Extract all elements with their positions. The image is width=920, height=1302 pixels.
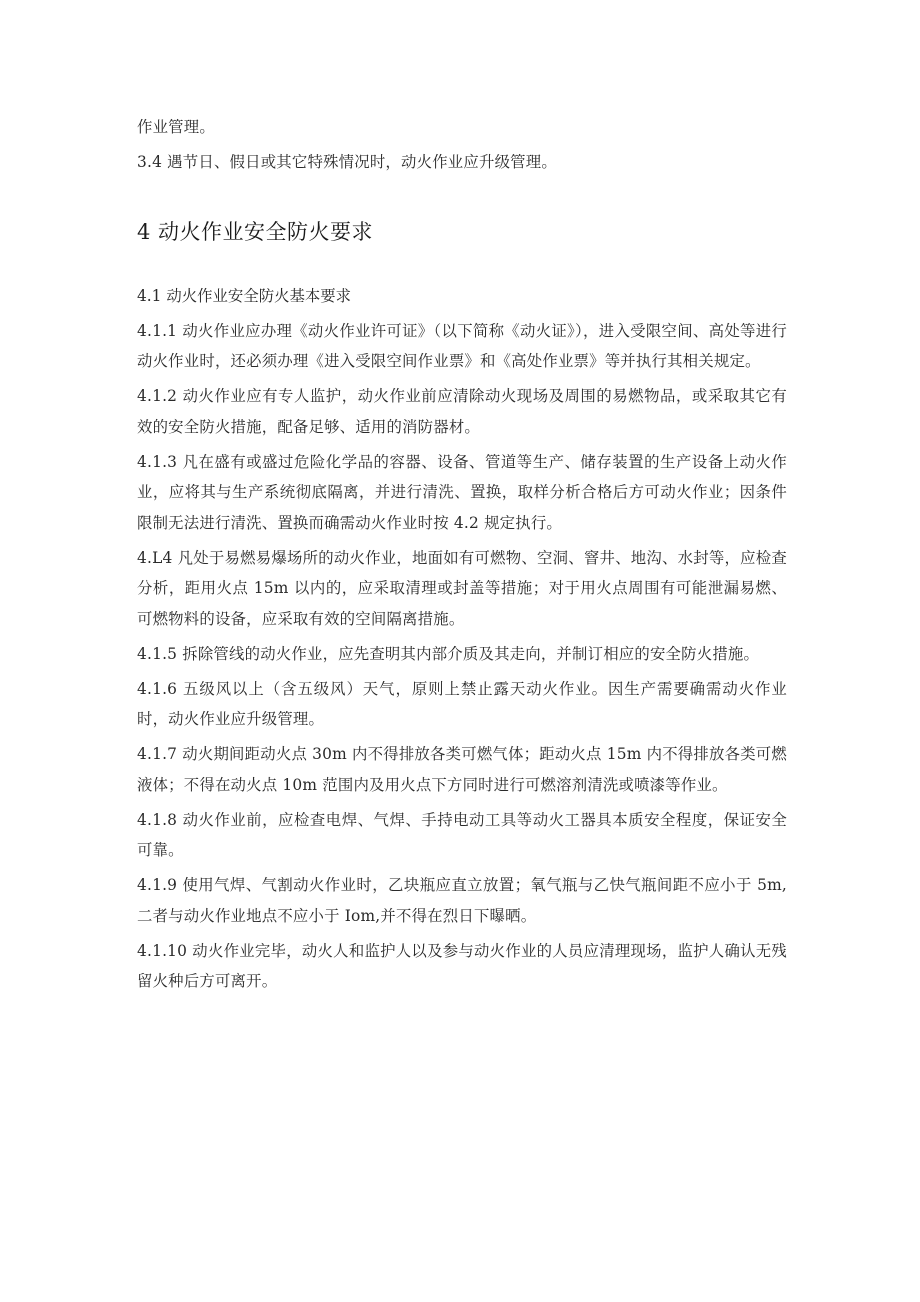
paragraph-4-1-6: 4.1.6 五级风以上（含五级风）天气，原则上禁止露天动火作业。因生产需要确需动火作业时，动火作业应升级管理。 (137, 679, 787, 728)
paragraph-4-1-8: 4.1.8 动火作业前，应检查电焊、气焊、手持电动工具等动火工器具本质安全程度，保证安全可靠。 (137, 810, 787, 859)
document-page (137, 112, 787, 1001)
paragraph-4-1-3: 4.1.3 凡在盛有或盛过危险化学品的容器、设备、管道等生产、储存装置的生产设备上动火作业，应将其与生产系统彻底隔离，并进行清洗、置换，取样分析合格后方可动火作业；因条件限制无法进行清洗、置换而确需动火作业时按 4.2 规定执行。 (137, 452, 787, 532)
paragraph-4-1-4: 4.L4 凡处于易燃易爆场所的动火作业，地面如有可燃物、空洞、窨井、地沟、水封等，应检查分析，距用火点 15m 以内的，应采取清理或封盖等措施；对于用火点周围有可能泄漏易燃、可燃物料的设备，应采取有效的空间隔离措施。 (137, 548, 787, 628)
paragraph-4-1-10: 4.1.10 动火作业完毕，动火人和监护人以及参与动火作业的人员应清理现场，监护人确认无残留火种后方可离开。 (137, 941, 787, 990)
paragraph-3-4: 3.4 遇节日、假日或其它特殊情况时，动火作业应升级管理。 (137, 153, 557, 171)
paragraph-4-1-2: 4.1.2 动火作业应有专人监护，动火作业前应清除动火现场及周围的易燃物品，或采取其它有效的安全防火措施，配备足够、适用的消防器材。 (137, 387, 787, 436)
paragraph-continuation: 作业管理。 (137, 118, 215, 136)
paragraph-4-1-1: 4.1.1 动火作业应办理《动火作业许可证》（以下简称《动火证》），进入受限空间、高处等进行动火作业时，还必须办理《进入受限空间作业票》和《高处作业票》等并执行其相关规定。 (137, 321, 787, 370)
paragraph-4-1-9: 4.1.9 使用气焊、气割动火作业时，乙块瓶应直立放置；氧气瓶与乙快气瓶间距不应小于 5m,二者与动火作业地点不应小于 Iom,并不得在烈日下曝晒。 (137, 876, 787, 925)
paragraph-4-1-7: 4.1.7 动火期间距动火点 30m 内不得排放各类可燃气体；距动火点 15m 内不得排放各类可燃液体；不得在动火点 10m 范围内及用火点下方同时进行可燃溶剂清洗或喷漆等作业。 (137, 745, 787, 794)
subsection-title: 4.1 动火作业安全防火基本要求 (137, 286, 352, 305)
section-heading: 4 动火作业安全防火要求 (137, 219, 374, 244)
paragraph-4-1-5: 4.1.5 拆除管线的动火作业，应先查明其内部介质及其走向，并制订相应的安全防火措施。 (137, 644, 760, 663)
